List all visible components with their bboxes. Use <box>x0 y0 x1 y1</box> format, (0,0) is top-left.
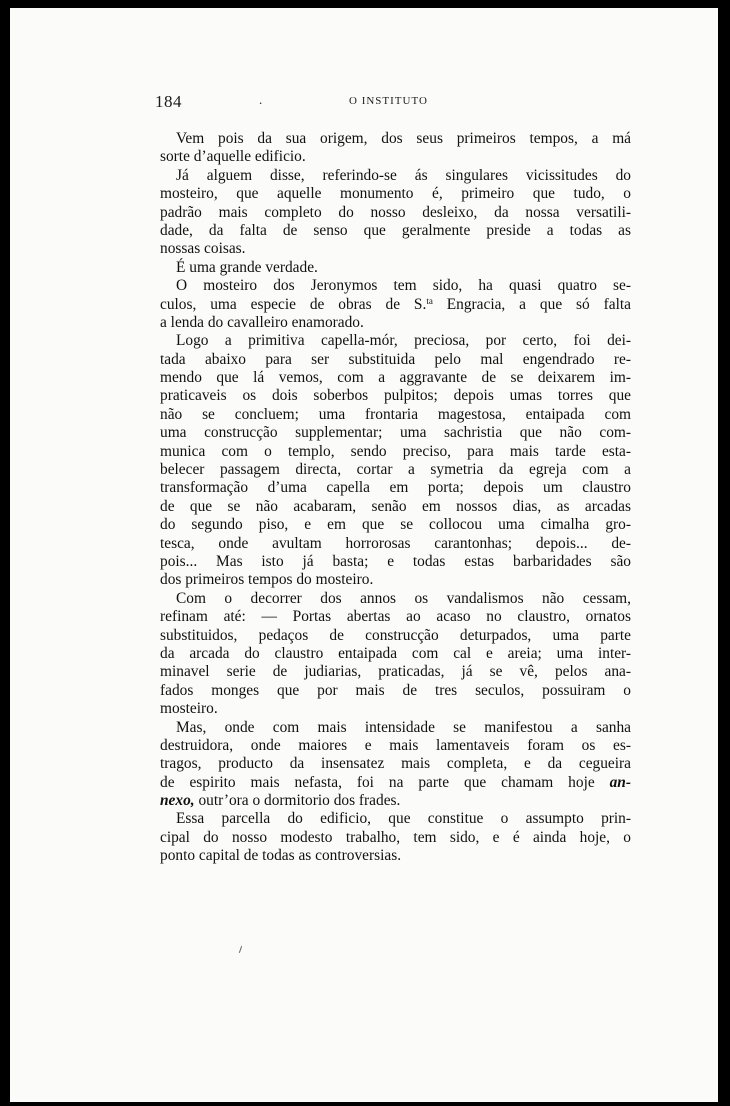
text-line: nossas coisas. <box>160 240 246 258</box>
text-line: belecer passagem directa, cortar a symetria da egreja com a <box>160 461 631 479</box>
text-line: refinam até: — Portas abertas ao acaso no claustro, ornatos <box>160 608 631 626</box>
text-line: uma construcção supplementar; uma sachristia que não com- <box>160 424 631 442</box>
text-line: Logo a primitiva capella-mór, preciosa, por certo, foi dei- <box>176 332 631 350</box>
text-line: sorte d’aquelle edificio. <box>160 148 306 166</box>
italic-word: nexo, <box>160 792 195 810</box>
text-line: a lenda do cavalleiro enamorado. <box>160 313 364 331</box>
text-line: O mosteiro dos Jeronymos tem sido, ha quasi quatro se- <box>176 277 631 295</box>
text-line: tesca, onde avultam horrorosas carantonhas; depois... de- <box>160 534 631 552</box>
text-line: destruidora, onde maiores e mais lamentaveis foram os es- <box>160 736 631 754</box>
superscript: ta <box>426 295 433 306</box>
text-line <box>160 774 631 792</box>
text-line: do segundo piso, e em que se collocou uma cimalha gro- <box>160 516 631 534</box>
header-dot: . <box>259 92 263 107</box>
text-line: minavel serie de judiarias, praticadas, já se vê, pelos ana- <box>160 663 631 681</box>
text-line: da arcada do claustro entaipada com cal e areia; uma inter- <box>160 644 631 662</box>
text-line: de que se não acabaram, senão em nossos dias, as arcadas <box>160 497 631 515</box>
page-number: 184 <box>155 92 182 111</box>
text-line: transformação d’uma capella em porta; depois um claustro <box>160 479 631 497</box>
text-line: Com o decorrer dos annos os vandalismos não cessam, <box>176 589 631 607</box>
text-line: mosteiro, que aquelle monumento é, primeiro que tudo, o <box>160 185 631 203</box>
text-line: ponto capital de todas as controversias. <box>160 847 402 865</box>
text-line <box>160 296 631 314</box>
text-line: Vem pois da sua origem, dos seus primeiros tempos, a má <box>176 130 631 147</box>
text-line: mendo que lá vemos, com a aggravante de se deixarem im- <box>160 369 631 387</box>
text-line: É uma grande verdade. <box>176 258 318 276</box>
text-segment: Engracia, a que só falta <box>432 295 631 313</box>
body-text <box>160 130 631 866</box>
text-line: não se concluem; uma frontaria magestosa, entaipada com <box>160 405 631 423</box>
text-segment: de espirito mais nefasta, foi na parte que chamam hoje <box>160 773 610 791</box>
text-line: tragos, producto da insensatez mais completa, e da cegueira <box>160 755 631 773</box>
text-line: dos primeiros tempos do mosteiro. <box>160 571 374 589</box>
text-line: substituidos, pedaços de construcção deturpados, uma parte <box>160 626 631 644</box>
text-line: Essa parcella do edificio, que constitue o assumpto prin- <box>176 810 631 828</box>
text-line <box>160 792 631 810</box>
text-segment: culos, uma especie de obras de S. <box>160 295 427 313</box>
text-line: Já alguem disse, referindo-se ás singulares vicissitudes do <box>176 166 631 184</box>
page-header <box>155 92 633 112</box>
text-line: dade, da falta de senso que geralmente preside a todas as <box>160 221 631 239</box>
text-line: mosteiro. <box>160 700 218 718</box>
text-line: Mas, onde com mais intensidade se manifestou a sanha <box>176 718 631 736</box>
text-line: pois... Mas isto já basta; e todas estas barbaridades são <box>160 552 631 570</box>
text-segment: outr’ora o dormitorio dos frades. <box>194 792 401 810</box>
text-line: padrão mais completo do nosso desleixo, da nossa versatili- <box>160 203 631 221</box>
text-line: tada abaixo para ser substituida pelo mal engendrado re- <box>160 350 631 368</box>
text-line: fados monges que por mais de tres seculos, possuiram o <box>160 681 631 699</box>
text-line: munica com o templo, sendo preciso, para mais tarde esta- <box>160 442 631 460</box>
running-title: O INSTITUTO <box>349 95 428 107</box>
italic-word: an- <box>609 773 631 791</box>
text-line: cipal do nosso modesto trabalho, tem sido, e é ainda hoje, o <box>160 828 631 846</box>
text-line: praticaveis os dois soberbos pulpitos; depois umas torres que <box>160 387 631 405</box>
